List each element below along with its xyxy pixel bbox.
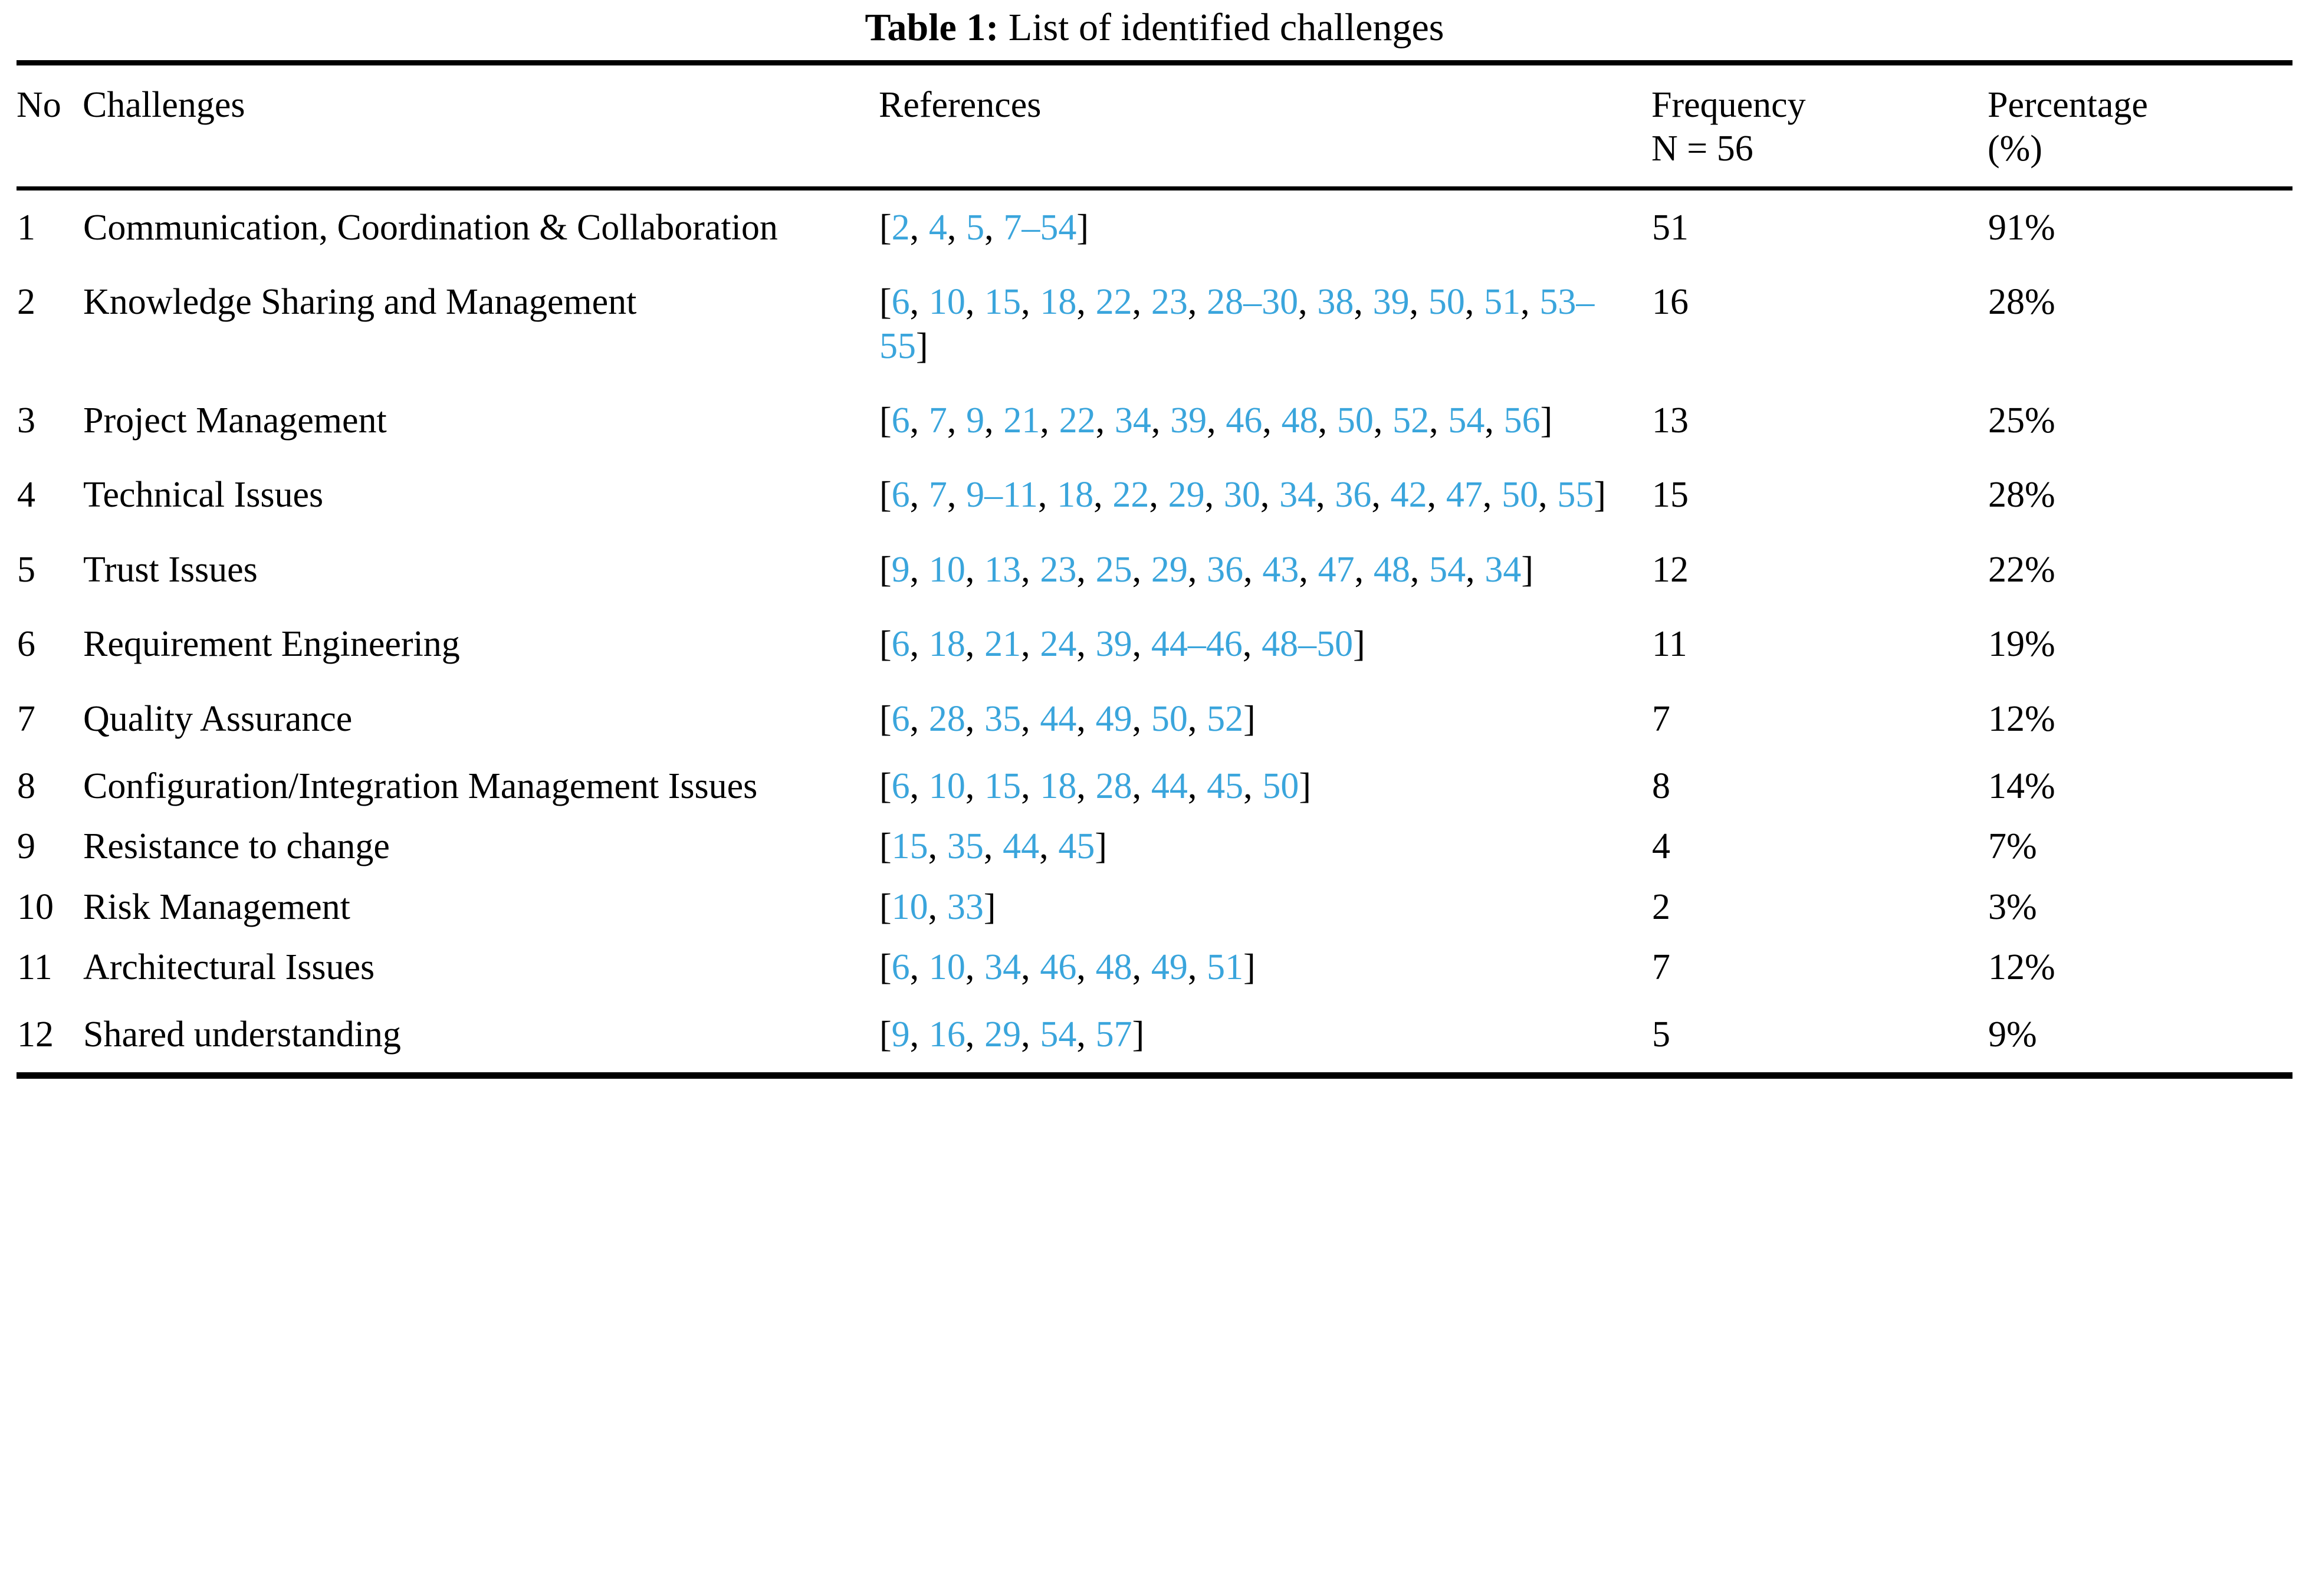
cell-no: 5 [17,549,35,590]
table-row [17,877,2292,937]
cell-challenge: Trust Issues [83,549,258,590]
table-row [17,383,2292,458]
cell-no: 1 [17,207,35,248]
cell-percentage: 9% [1988,1014,2037,1055]
cell-references[interactable]: [6, 10, 15, 18, 22, 23, 28–30, 38, 39, 50, 51, 53–55] [879,282,1595,366]
cell-references[interactable]: [6, 7, 9–11, 18, 22, 29, 30, 34, 36, 42, 47, 50, 55] [879,475,1607,515]
table-caption-text: List of identified challenges [1008,6,1444,49]
cell-references[interactable]: [2, 4, 5, 7–54] [879,207,1089,248]
cell-frequency: 51 [1652,207,1689,248]
header-row [17,65,2292,186]
cell-frequency: 4 [1652,826,1670,867]
column-header-references: References [879,85,1042,125]
cell-challenge: Project Management [83,400,387,441]
cell-percentage: 12% [1988,698,2055,739]
cell-frequency: 2 [1652,886,1670,927]
cell-no: 10 [17,886,54,927]
cell-frequency: 11 [1652,624,1687,665]
cell-frequency: 12 [1652,549,1689,590]
cell-frequency: 15 [1652,475,1689,515]
cell-challenge: Risk Management [83,886,350,927]
table-header [17,65,2292,186]
table-row [17,265,2292,383]
table-top-rule [17,60,2292,65]
cell-no: 8 [17,766,35,806]
cell-percentage: 91% [1988,207,2055,248]
column-header-percentage [1988,65,2292,186]
cell-frequency: 5 [1652,1014,1670,1055]
cell-challenge: Communication, Coordination & Collaboration [83,207,778,248]
cell-challenge: Architectural Issues [83,947,375,988]
cell-no: 3 [17,400,35,441]
cell-frequency: 7 [1652,947,1670,988]
cell-challenge: Shared understanding [83,1014,401,1055]
cell-references[interactable]: [9, 10, 13, 23, 25, 29, 36, 43, 47, 48, 54, 34] [879,549,1534,590]
column-header-percentage-line2: (%) [1988,129,2042,169]
cell-percentage: 3% [1988,886,2037,927]
table-row [17,997,2292,1072]
cell-references[interactable]: [9, 16, 29, 54, 57] [879,1014,1145,1055]
cell-percentage: 28% [1988,475,2055,515]
column-header-challenges: Challenges [83,85,245,125]
cell-references[interactable]: [6, 18, 21, 24, 39, 44–46, 48–50] [879,624,1365,665]
cell-no: 9 [17,826,35,867]
table-row [17,937,2292,997]
table-body [17,191,2292,1072]
cell-references[interactable]: [15, 35, 44, 45] [879,826,1108,867]
cell-challenge: Resistance to change [83,826,390,867]
cell-percentage: 7% [1988,826,2037,867]
column-header-frequency-line1: Frequency [1651,85,1806,125]
cell-challenge: Knowledge Sharing and Management [83,282,637,323]
cell-challenge: Quality Assurance [83,698,353,739]
table-row [17,756,2292,816]
cell-no: 12 [17,1014,54,1055]
cell-no: 4 [17,475,35,515]
cell-percentage: 19% [1988,624,2055,665]
cell-frequency: 7 [1652,698,1670,739]
cell-frequency: 16 [1652,282,1689,323]
cell-percentage: 22% [1988,549,2055,590]
cell-no: 7 [17,698,35,739]
cell-references[interactable]: [6, 28, 35, 44, 49, 50, 52] [879,698,1256,739]
cell-challenge: Requirement Engineering [83,624,460,665]
cell-no: 6 [17,624,35,665]
cell-references[interactable]: [6, 10, 34, 46, 48, 49, 51] [879,947,1256,988]
cell-percentage: 14% [1988,766,2055,806]
cell-no: 2 [17,282,35,323]
table-caption [17,0,2292,60]
cell-frequency: 13 [1652,400,1689,441]
table-header-rule [17,186,2292,191]
challenges-table-body [17,191,2292,1072]
column-header-no: No [17,85,61,125]
table-row [17,458,2292,532]
cell-references[interactable]: [6, 7, 9, 21, 22, 34, 39, 46, 48, 50, 52, 54, 56] [879,400,1553,441]
table-row [17,533,2292,607]
table-row [17,607,2292,681]
cell-percentage: 28% [1988,282,2055,323]
column-header-percentage-line1: Percentage [1988,85,2148,125]
table-caption-label: Table 1: [865,6,999,49]
cell-no: 11 [17,947,52,988]
cell-references[interactable]: [10, 33] [879,886,996,927]
table-row [17,816,2292,876]
cell-percentage: 12% [1988,947,2055,988]
table-row [17,191,2292,265]
column-header-frequency-line2: N = 56 [1651,129,1753,169]
cell-challenge: Technical Issues [83,475,324,515]
cell-frequency: 8 [1652,766,1670,806]
cell-references[interactable]: [6, 10, 15, 18, 28, 44, 45, 50] [879,766,1312,806]
column-header-frequency [1651,65,1988,186]
cell-challenge: Configuration/Integration Management Issues [83,766,758,806]
table-row [17,682,2292,756]
table-bottom-rule [17,1072,2292,1079]
cell-percentage: 25% [1988,400,2055,441]
challenges-table [17,65,2292,186]
